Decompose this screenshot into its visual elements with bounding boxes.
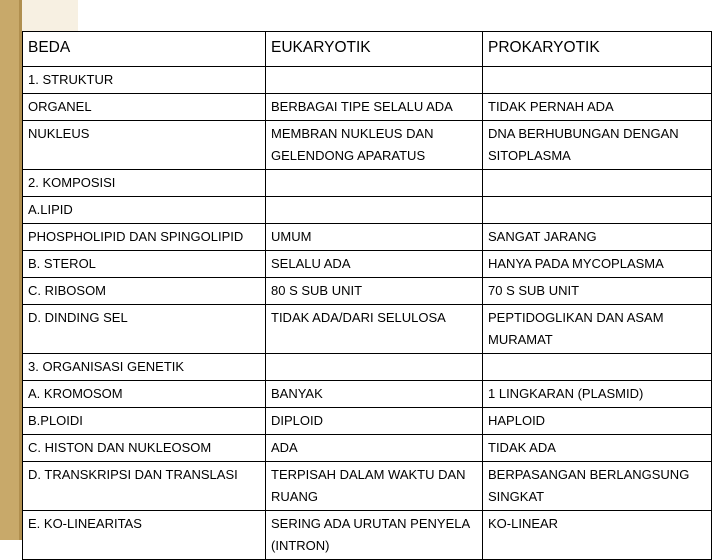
eukaryotik-cell: [266, 170, 483, 197]
prokaryotik-cell: TIDAK PERNAH ADA: [483, 94, 712, 121]
table-row: [23, 435, 712, 462]
table-row: [23, 224, 712, 251]
table-row: [23, 381, 712, 408]
row-label: NUKLEUS: [23, 121, 266, 170]
table-row: [23, 197, 712, 224]
eukaryotik-cell: SELALU ADA: [266, 251, 483, 278]
table-row: [23, 170, 712, 197]
table-row: [23, 354, 712, 381]
row-label: B. STEROL: [23, 251, 266, 278]
row-label: 1. STRUKTUR: [23, 67, 266, 94]
table-row: [23, 67, 712, 94]
header-cell-eukaryotik: EUKARYOTIK: [266, 32, 483, 67]
prokaryotik-cell: HAPLOID: [483, 408, 712, 435]
eukaryotik-cell: TERPISAH DALAM WAKTU DAN RUANG: [266, 462, 483, 511]
prokaryotik-cell: KO-LINEAR: [483, 511, 712, 560]
eukaryotik-cell: ADA: [266, 435, 483, 462]
table-row: [23, 121, 712, 170]
row-label: A. KROMOSOM: [23, 381, 266, 408]
prokaryotik-cell: SANGAT JARANG: [483, 224, 712, 251]
eukaryotik-cell: TIDAK ADA/DARI SELULOSA: [266, 305, 483, 354]
row-label: D. TRANSKRIPSI DAN TRANSLASI: [23, 462, 266, 511]
row-label: D. DINDING SEL: [23, 305, 266, 354]
prokaryotik-cell: BERPASANGAN BERLANGSUNG SINGKAT: [483, 462, 712, 511]
header-cell-beda: BEDA: [23, 32, 266, 67]
prokaryotik-cell: 1 LINGKARAN (PLASMID): [483, 381, 712, 408]
eukaryotik-cell: 80 S SUB UNIT: [266, 278, 483, 305]
prokaryotik-cell: DNA BERHUBUNGAN DENGAN SITOPLASMA: [483, 121, 712, 170]
prokaryotik-cell: [483, 197, 712, 224]
table-row: [23, 251, 712, 278]
row-label: PHOSPHOLIPID DAN SPINGOLIPID: [23, 224, 266, 251]
table-header-row: [23, 32, 712, 67]
eukaryotik-cell: BERBAGAI TIPE SELALU ADA: [266, 94, 483, 121]
eukaryotik-cell: [266, 67, 483, 94]
header-cell-prokaryotik: PROKARYOTIK: [483, 32, 712, 67]
prokaryotik-cell: [483, 354, 712, 381]
eukaryotik-cell: SERING ADA URUTAN PENYELA (INTRON): [266, 511, 483, 560]
row-label: 2. KOMPOSISI: [23, 170, 266, 197]
eukaryotik-cell: MEMBRAN NUKLEUS DAN GELENDONG APARATUS: [266, 121, 483, 170]
table-row: [23, 94, 712, 121]
prokaryotik-cell: [483, 67, 712, 94]
row-label: 3. ORGANISASI GENETIK: [23, 354, 266, 381]
prokaryotik-cell: 70 S SUB UNIT: [483, 278, 712, 305]
table-row: [23, 305, 712, 354]
row-label: ORGANEL: [23, 94, 266, 121]
table-row: [23, 408, 712, 435]
row-label: C. RIBOSOM: [23, 278, 266, 305]
row-label: C. HISTON DAN NUKLEOSOM: [23, 435, 266, 462]
prokaryotik-cell: TIDAK ADA: [483, 435, 712, 462]
row-label: A.LIPID: [23, 197, 266, 224]
prokaryotik-cell: [483, 170, 712, 197]
eukaryotik-cell: UMUM: [266, 224, 483, 251]
eukaryotik-cell: [266, 197, 483, 224]
row-label: E. KO-LINEARITAS: [23, 511, 266, 560]
comparison-table: [22, 31, 712, 560]
prokaryotik-cell: HANYA PADA MYCOPLASMA: [483, 251, 712, 278]
prokaryotik-cell: PEPTIDOGLIKAN DAN ASAM MURAMAT: [483, 305, 712, 354]
decorative-side-stripe: [0, 0, 22, 540]
table-row: [23, 278, 712, 305]
table-row: [23, 511, 712, 560]
eukaryotik-cell: DIPLOID: [266, 408, 483, 435]
table-row: [23, 462, 712, 511]
eukaryotik-cell: [266, 354, 483, 381]
eukaryotik-cell: BANYAK: [266, 381, 483, 408]
row-label: B.PLOIDI: [23, 408, 266, 435]
